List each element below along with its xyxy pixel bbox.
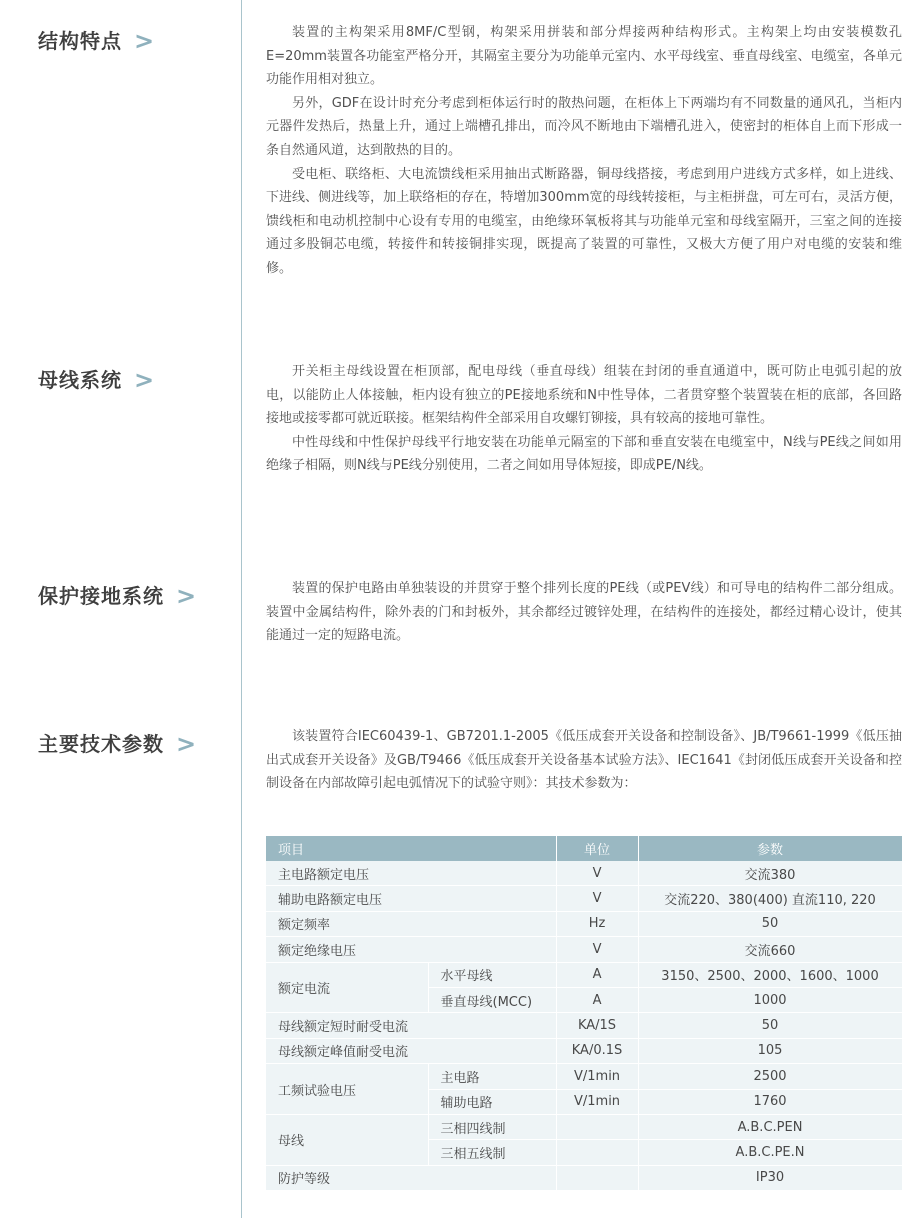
cell-unit: V	[556, 886, 638, 911]
cell-item: 母线额定短时耐受电流	[266, 1013, 556, 1038]
header-item: 项目	[266, 836, 556, 861]
paragraph: 装置的保护电路由单独装设的并贯穿于整个排列长度的PE线（或PEV线）和可导电的结构件二部分组成。装置中金属结构件，除外表的门和封板外，其余都经过镀锌处理，在结构件的连接处，都经过精心设计，使其能通过一定的短路电流。	[266, 581, 902, 644]
cell-subitem: 三相四线制	[428, 1114, 556, 1139]
header-param: 参数	[638, 836, 902, 861]
section-title-structure: 结构特点 >	[38, 27, 156, 55]
table-row	[266, 962, 902, 987]
table-row	[266, 1013, 902, 1038]
cell-item: 母线额定峰值耐受电流	[266, 1038, 556, 1063]
table-header-row	[266, 836, 902, 861]
cell-unit	[556, 1114, 638, 1139]
cell-unit: Hz	[556, 911, 638, 936]
section-body-tech-params	[266, 725, 902, 796]
cell-param: 2500	[638, 1064, 902, 1089]
cell-subitem: 三相五线制	[428, 1140, 556, 1165]
cell-subitem: 辅助电路	[428, 1089, 556, 1114]
paragraph: 开关柜主母线设置在柜顶部，配电母线（垂直母线）组装在封闭的垂直通道中，既可防止电弧引起的放电，以能防止人体接触，柜内设有独立的PE接地系统和N中性导体，二者贯穿整个装置装在柜的底部，各回路接地或接零都可就近联接。框架结构件全部采用自攻螺钉铆接，具有较高的接地可靠性。	[266, 364, 902, 427]
cell-param: 50	[638, 911, 902, 936]
section-body-busbar	[266, 360, 902, 478]
cell-unit: V	[556, 937, 638, 962]
chevron-right-icon: >	[134, 27, 156, 55]
cell-item: 工频试验电压	[266, 1064, 428, 1115]
table-row	[266, 1038, 902, 1063]
cell-unit: KA/0.1S	[556, 1038, 638, 1063]
header-unit: 单位	[556, 836, 638, 861]
cell-param: 1000	[638, 987, 902, 1012]
cell-item: 额定绝缘电压	[266, 937, 556, 962]
section-title-tech-params: 主要技术参数 >	[38, 730, 198, 758]
cell-item: 额定电流	[266, 962, 428, 1013]
paragraph: 受电柜、联络柜、大电流馈线柜采用抽出式断路器，铜母线搭接，考虑到用户进线方式多样，如上进线、下进线、侧进线等，加上联络柜的存在，特增加300mm宽的母线转接柜，与主柜拼盘，可左可右，灵活方便，馈线柜和电动机控制中心设有专用的电缆室，由绝缘环氧板将其与功能单元室和母线室隔开，三室之间的连接通过多股铜芯电缆，转接件和转接铜排实现，既提高了装置的可靠性，又极大方便了用户对电缆的安装和维修。	[266, 166, 902, 276]
cell-item: 母线	[266, 1114, 428, 1165]
cell-param: 3150、2500、2000、1600、1000	[638, 962, 902, 987]
section-body-grounding	[266, 577, 902, 648]
cell-item: 辅助电路额定电压	[266, 886, 556, 911]
paragraph: 该装置符合IEC60439-1、GB7201.1-2005《低压成套开关设备和控制设备》、JB/T9661-1999《低压抽出式成套开关设备》及GB/T9466《低压成套开关设备基本试验方法》、IEC1641《封闭低压成套开关设备和控制设备在内部故障引起电弧情况下的试验守则》：其技术参数为：	[266, 729, 902, 792]
chevron-right-icon: >	[134, 366, 156, 394]
table-row	[266, 861, 902, 886]
chevron-right-icon: >	[176, 582, 198, 610]
cell-param: 交流660	[638, 937, 902, 962]
cell-subitem: 垂直母线(MCC)	[428, 987, 556, 1012]
paragraph: 中性母线和中性保护母线平行地安装在功能单元隔室的下部和垂直安装在电缆室中，N线与PE线之间如用绝缘子相隔，则N线与PE线分别使用，二者之间如用导体短接，即成PE/N线。	[266, 434, 902, 474]
section-body-structure	[266, 21, 902, 281]
table-row	[266, 1165, 902, 1190]
cell-param: IP30	[638, 1165, 902, 1190]
table-row	[266, 1114, 902, 1139]
cell-param: 105	[638, 1038, 902, 1063]
cell-unit: V	[556, 861, 638, 886]
section-title-busbar: 母线系统 >	[38, 366, 156, 394]
cell-unit: A	[556, 987, 638, 1012]
cell-subitem: 水平母线	[428, 962, 556, 987]
table-row	[266, 911, 902, 936]
cell-param: A.B.C.PE.N	[638, 1140, 902, 1165]
cell-unit	[556, 1140, 638, 1165]
table-row	[266, 1064, 902, 1089]
vertical-divider	[241, 0, 242, 1218]
cell-param: 交流220、380(400) 直流110, 220	[638, 886, 902, 911]
cell-param: 1760	[638, 1089, 902, 1114]
cell-item: 主电路额定电压	[266, 861, 556, 886]
cell-subitem: 主电路	[428, 1064, 556, 1089]
cell-item: 额定频率	[266, 911, 556, 936]
table-row	[266, 937, 902, 962]
cell-unit: KA/1S	[556, 1013, 638, 1038]
cell-unit	[556, 1165, 638, 1190]
cell-item: 防护等级	[266, 1165, 556, 1190]
cell-param: 交流380	[638, 861, 902, 886]
paragraph: 另外，GDF在设计时充分考虑到柜体运行时的散热问题，在柜体上下两端均有不同数量的通风孔，当柜内元器件发热后，热量上升，通过上端槽孔排出，而冷风不断地由下端槽孔进入，使密封的柜体自上而下形成一条自然通风道，达到散热的目的。	[266, 95, 902, 158]
chevron-right-icon: >	[176, 730, 198, 758]
table-row	[266, 886, 902, 911]
paragraph: 装置的主构架采用8MF/C型钢，构架采用拼装和部分焊接两种结构形式。主构架上均由安装模数孔E=20mm装置各功能室严格分开，其隔室主要分为功能单元室内、水平母线室、垂直母线室、电缆室，各单元功能作用相对独立。	[266, 25, 902, 88]
cell-unit: V/1min	[556, 1064, 638, 1089]
cell-param: 50	[638, 1013, 902, 1038]
cell-unit: V/1min	[556, 1089, 638, 1114]
cell-unit: A	[556, 962, 638, 987]
cell-param: A.B.C.PEN	[638, 1114, 902, 1139]
section-title-grounding: 保护接地系统 >	[38, 582, 198, 610]
tech-params-table	[266, 836, 903, 1191]
